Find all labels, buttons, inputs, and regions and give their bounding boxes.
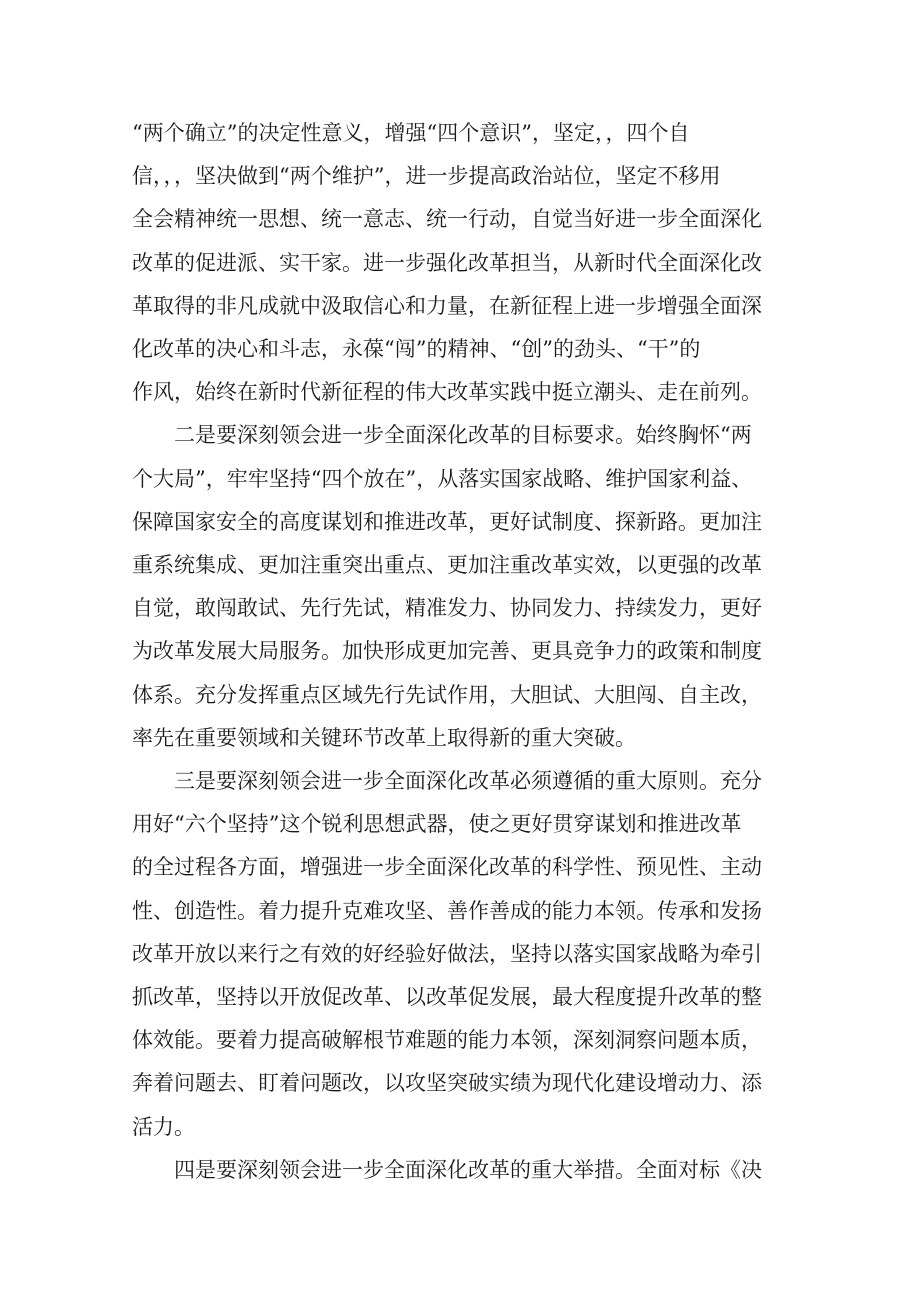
paragraph-goals: 二是要深刻领会进一步全面深化改革的目标要求。始终胸怀“两 个大局”，牢牢坚持“四个放在”，从落实国家战略、维护国家利益、 保障国家安全的高度谋划和推进改革，更好试制度、探新路。更加注 重系统集成、更加注重突出重点、更加注重改革实效，以更强的改革 自觉，敢闯敢试、先行先试，精准发力、协同发力、持续发力，更好 为改革发展大局服务。加快形成更加完善、更具竞争力的政策和制度 体系。充分发挥重点区域先行先试作用，大胆试、大胆闯、自主改， 率先在重要领域和关键环节改革上取得新的重大突破。 (132, 423, 762, 750)
paragraph-measures: 四是要深刻领会进一步全面深化改革的重大举措。全面对标《决 (132, 1157, 762, 1182)
body-text (132, 112, 792, 1192)
paragraph-continuation: “两个确立”的决定性意义，增强“四个意识”，坚定，，四个自 信，，，坚决做到“两个维护”，进一步提高政治站位，坚定不移用 全会精神统一思想、统一意志、统一行动，自觉当好进一步全面深化 改革的促进派、实干家。进一步强化改革担当，从新时代全面深化改 革取得的非凡成就中汲取信心和力量，在新征程上进一步增强全面深 化改革的决心和斗志，永葆“闯”的精神、“创”的劲头、“干”的 作风，始终在新时代新征程的伟大改革实践中挺立潮头、走在前列。 (132, 121, 762, 405)
paragraph-principles: 三是要深刻领会进一步全面深化改革必须遵循的重大原则。充分 用好“六个坚持”这个锐利思想武器，使之更好贯穿谋划和推进改革 的全过程各方面，增强进一步全面深化改革的科学性、预见性、主动 性、创造性。着力提升克难攻坚、善作善成的能力本领。传承和发扬 改革开放以来行之有效的好经验好做法，坚持以落实国家战略为牵引 抓改革，坚持以开放促改革、以改革促发展，最大程度提升改革的整 体效能。要着力提高破解根节难题的能力本领，深刻洞察问题本质， 奔着问题去、盯着问题改，以攻坚突破实绩为现代化建设增动力、添 活力。 (132, 769, 762, 1139)
